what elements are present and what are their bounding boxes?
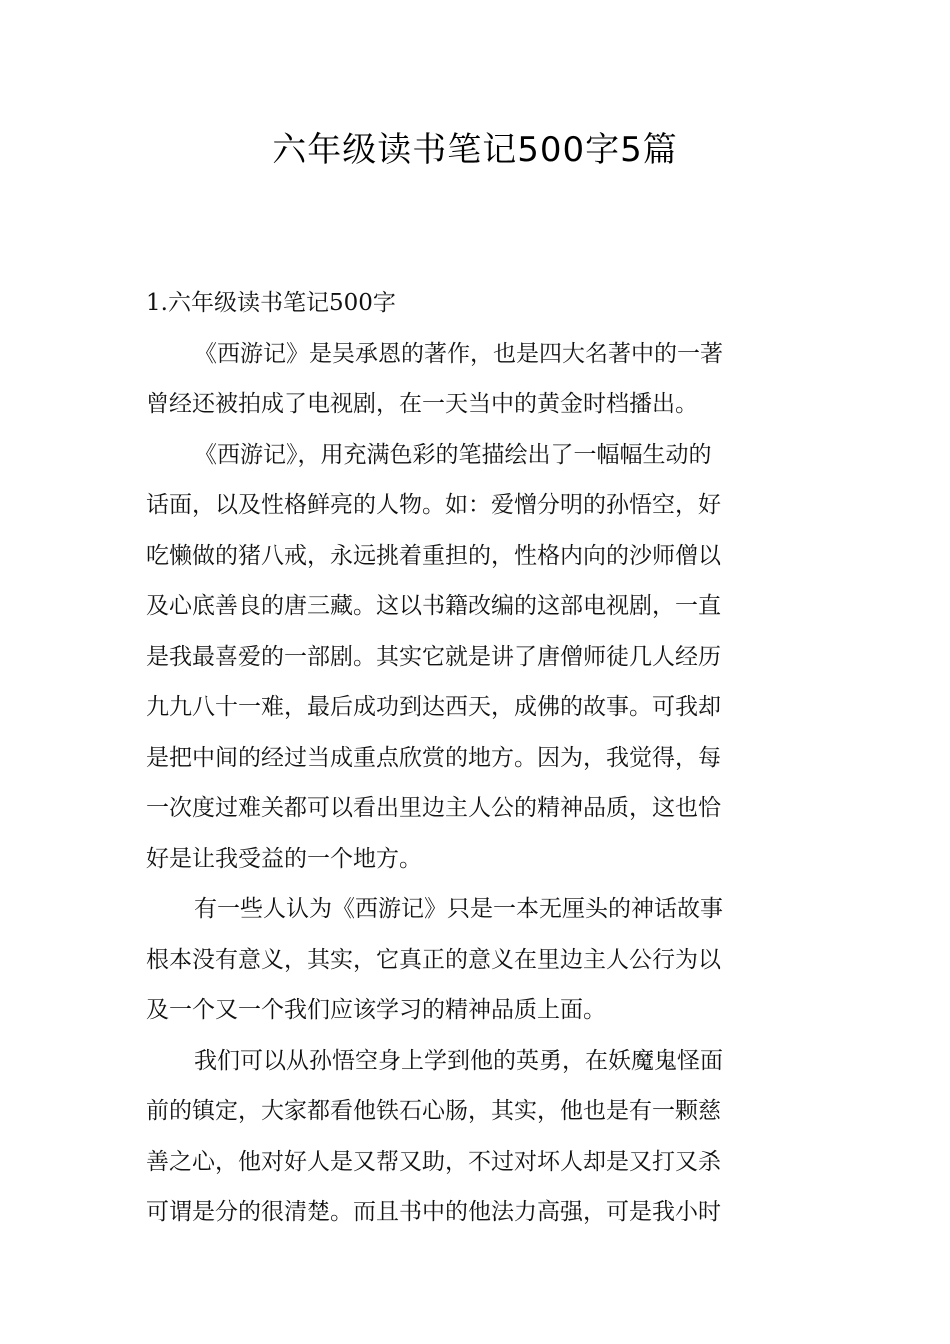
paragraph-line: 及心底善良的唐三藏。这以书籍改编的这部电视剧，一直 [146, 593, 721, 619]
paragraph-line: 九九八十一难，最后成功到达西天，成佛的故事。可我却 [146, 694, 721, 720]
paragraph-line: 前的镇定，大家都看他铁石心肠，其实，他也是有一颗慈 [146, 1098, 721, 1124]
paragraph-line: 好是让我受益的一个地方。 [146, 845, 422, 872]
paragraph-line: 可谓是分的很清楚。而且书中的他法力高强，可是我小时 [146, 1199, 721, 1225]
paragraph-line: 是把中间的经过当成重点欣赏的地方。因为，我觉得，每 [146, 744, 721, 771]
paragraph-line: 根本没有意义，其实，它真正的意义在里边主人公行为以 [146, 946, 721, 973]
paragraph-line: 《西游记》，用充满色彩的笔描绘出了一幅幅生动的 [194, 441, 712, 468]
paragraph-line: 《西游记》是吴承恩的著作，也是四大名著中的一著 [194, 340, 723, 367]
paragraph-2 [146, 430, 808, 885]
paragraph-line: 话面，以及性格鲜亮的人物。如：爱憎分明的孙悟空，好 [146, 492, 721, 518]
paragraph-line: 曾经还被拍成了电视剧，在一天当中的黄金时档播出。 [146, 391, 698, 417]
document-body [146, 278, 808, 1238]
paragraph-line: 一次度过难关都可以看出里边主人公的精神品质，这也恰 [146, 795, 721, 821]
section-heading: 1.六年级读书笔记500字 [146, 290, 396, 316]
paragraph-line: 我们可以从孙悟空身上学到他的英勇，在妖魔鬼怪面 [194, 1047, 723, 1074]
paragraph-3 [146, 884, 808, 1036]
paragraph-4 [146, 1036, 808, 1238]
document-title: 六年级读书笔记500字5篇 [272, 130, 678, 170]
paragraph-line: 善之心，他对好人是又帮又助，不过对坏人却是又打又杀 [146, 1148, 721, 1175]
paragraph-1 [146, 329, 808, 430]
paragraph-line: 吃懒做的猪八戒，永远挑着重担的，性格内向的沙师僧以 [146, 542, 721, 569]
paragraph-line: 有一些人认为《西游记》只是一本无厘头的神话故事 [194, 896, 723, 922]
paragraph-line: 及一个又一个我们应该学习的精神品质上面。 [146, 997, 606, 1023]
paragraph-line: 是我最喜爱的一部剧。其实它就是讲了唐僧师徒几人经历 [146, 643, 721, 670]
